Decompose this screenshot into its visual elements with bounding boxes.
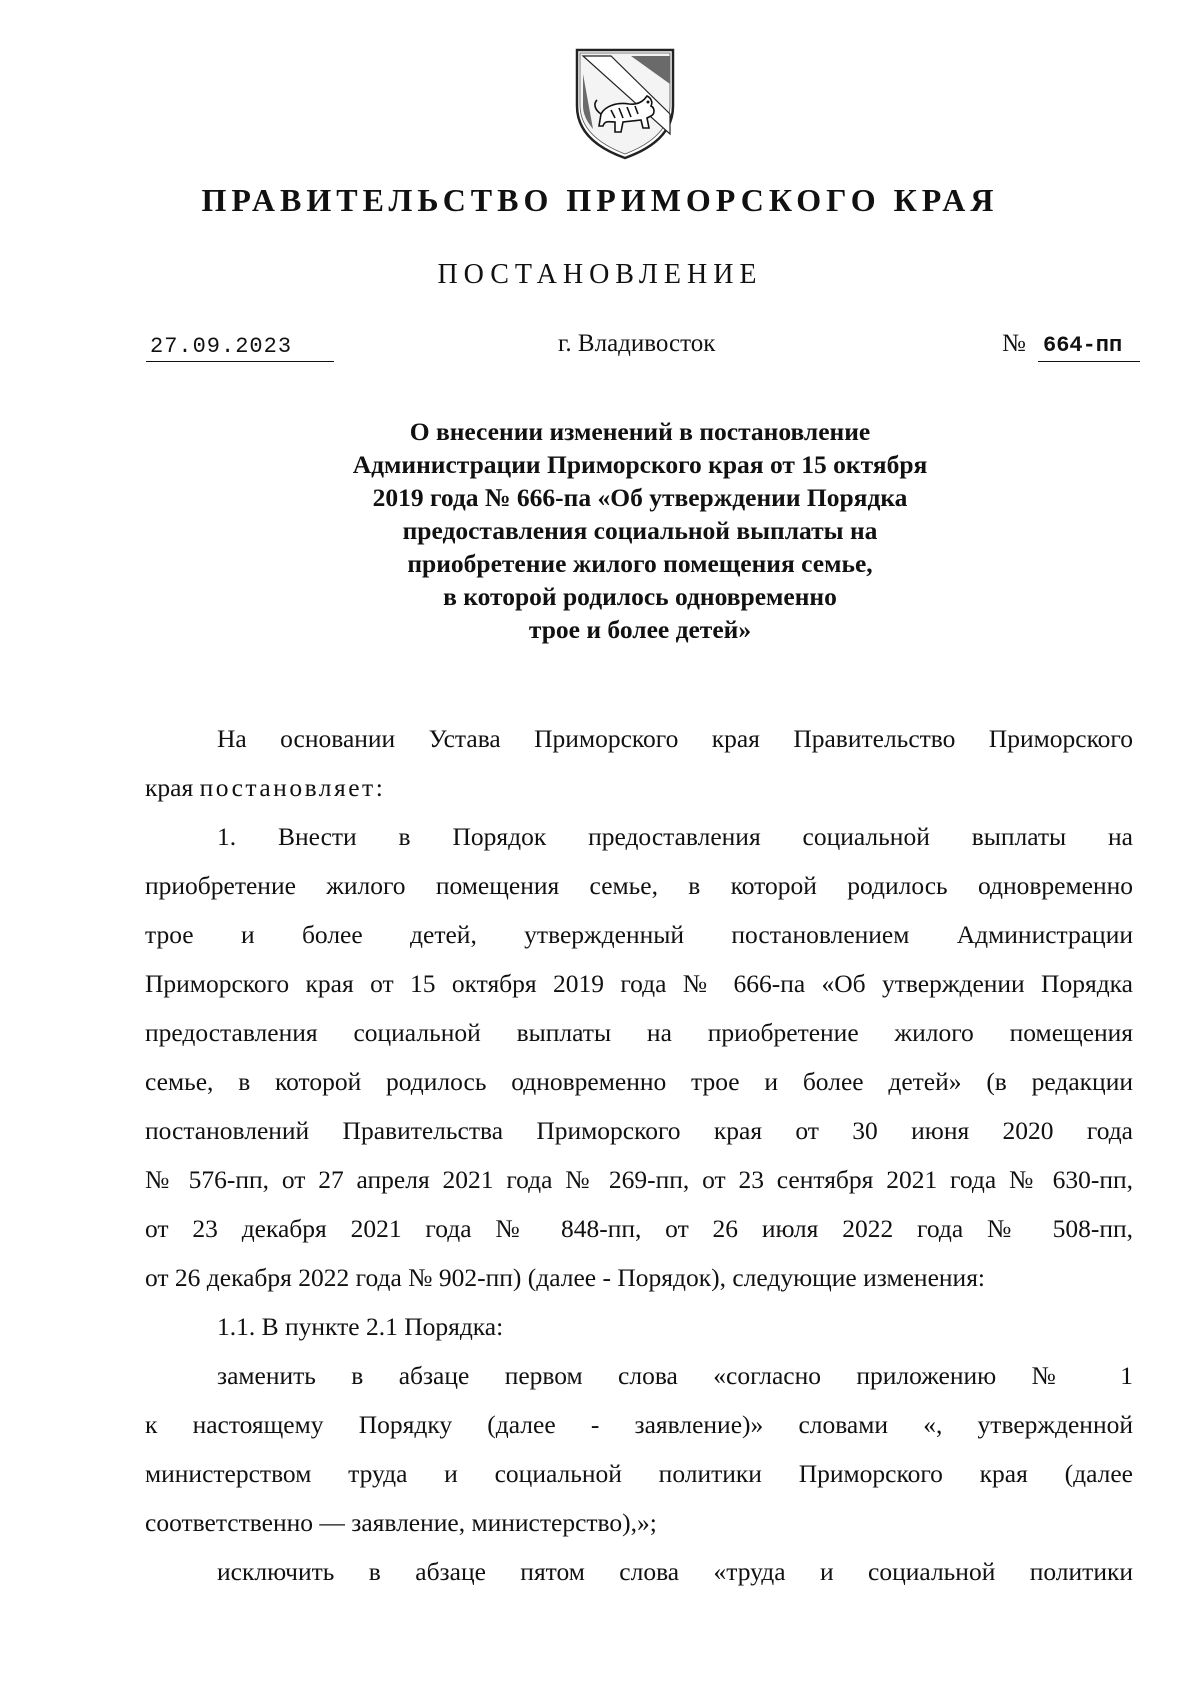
number-underline [1038,361,1140,362]
body-line: от 26 декабря 2022 года № 902-пп) (далее - Порядок), следующие изменения: [145,1263,986,1292]
heading-line: в которой родилось одновременно [443,582,837,611]
document-heading [260,415,1020,646]
body-line [145,763,1133,812]
body-line: предоставления социальной выплаты на приобретение жилого помещения [145,1018,1133,1047]
body-line: от 23 декабря 2021 года № 848-пп, от 26 июля 2022 года № 508-пп, [145,1214,1133,1243]
body-line: соответственно — заявление, министерство),»; [145,1508,657,1537]
body-line: На основании Устава Приморского края Правительство Приморского [217,724,1133,753]
heading-line: предоставления социальной выплаты на [402,516,878,545]
government-name: ПРАВИТЕЛЬСТВО ПРИМОРСКОГО КРАЯ [201,182,999,218]
body-line: министерством труда и социальной политики Приморского края (далее [145,1459,1133,1488]
coat-of-arms-icon [571,44,679,162]
document-number: 664-пп [1043,333,1123,358]
body-line: постановлений Правительства Приморского края от 30 июня 2020 года [145,1116,1133,1145]
body-text: края [145,773,200,802]
body-line: 1. Внести в Порядок предоставления социальной выплаты на [217,822,1133,851]
paragraph-item-1 [145,812,1133,1302]
paragraph-replace [145,1351,1133,1547]
heading-line: Администрации Приморского края от 15 октября [352,450,928,479]
heading-line: трое и более детей» [528,615,752,644]
body-line: № 576-пп, от 27 апреля 2021 года № 269-пп, от 23 сентября 2021 года № 630-пп, [145,1165,1133,1194]
heading-line: 2019 года № 666-па «Об утверждении Порядка [372,483,908,512]
document-city: г. Владивосток [558,330,716,357]
document-type: ПОСТАНОВЛЕНИЕ [437,259,763,290]
body-line: Приморского края от 15 октября 2019 года № 666-па «Об утверждении Порядка [145,969,1133,998]
paragraph-item-1-1 [145,1302,1133,1351]
body-line: 1.1. В пункте 2.1 Порядка: [217,1312,504,1341]
body-line: исключить в абзаце пятом слова «труда и социальной политики [217,1557,1133,1586]
heading-line: приобретение жилого помещения семье, [407,549,873,578]
body-line: к настоящему Порядку (далее - заявление)» словами «, утвержденной [145,1410,1133,1439]
body-line: семье, в которой родилось одновременно трое и более детей» (в редакции [145,1067,1133,1096]
document-date: 27.09.2023 [150,334,293,359]
document-body [145,714,1133,1596]
paragraph-exclude [145,1547,1133,1596]
paragraph-preamble [145,714,1133,812]
body-line: трое и более детей, утвержденный постановлением Администрации [145,920,1133,949]
body-line: заменить в абзаце первом слова «согласно приложению № 1 [217,1361,1133,1390]
heading-line: О внесении изменений в постановление [409,417,871,446]
date-underline [146,361,334,362]
body-text-spaced: постановляет: [199,773,386,802]
document-number-label: № [1002,330,1026,357]
body-line: приобретение жилого помещения семье, в которой родилось одновременно [145,871,1133,900]
